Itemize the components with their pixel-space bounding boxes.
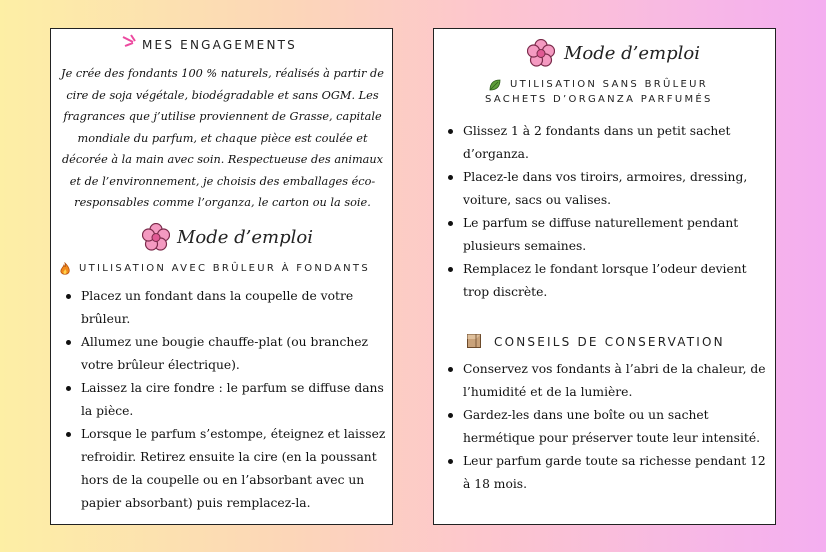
mode-emploi-card (433, 28, 776, 525)
engagements-text: Je crée des fondants 100 % naturels, réalisés à partir de cire de soja végétale, biodégradable et sans OGM. Les fragrances que j’utilise proviennent de Grasse, capitale mondiale du parfum, et chaque pièce est coulée et décorée à la main avec soin. Respectueuse des animaux et de l’environnement, je choisis des emballages éco-responsables comme l’organza, le carton ou la soie. (61, 67, 384, 209)
no-burner-steps-list (445, 120, 773, 304)
list-item: Placez un fondant dans la coupelle de votre brûleur. (63, 285, 388, 331)
mode-emploi-heading: Mode d’emploi (177, 227, 314, 248)
engagements-card (50, 28, 393, 525)
no-burner-subtitle-1: UTILISATION SANS BRÛLEUR (510, 79, 708, 90)
cherry-blossom-icon (142, 223, 170, 255)
list-item: Lorsque le parfum s’estompe, éteignez et laissez refroidir. Retirez ensuite la cire (en la poussant hors de la coupelle ou en l’absorbant avec un papier absorbant) puis remplacez-la. (63, 423, 388, 515)
no-burner-subtitle-2: SACHETS D’ORGANZA PARFUMÉS (485, 94, 713, 105)
conservation-title: CONSEILS DE CONSERVATION (494, 335, 725, 349)
list-item: Glissez 1 à 2 fondants dans un petit sachet d’organza. (445, 120, 773, 166)
burner-usage-subtitle: UTILISATION AVEC BRÛLEUR À FONDANTS (79, 263, 370, 274)
list-item: Le parfum se diffuse naturellement pendant plusieurs semaines. (445, 212, 773, 258)
burner-steps-list (63, 285, 388, 515)
mode-emploi-heading: Mode d’emploi (564, 43, 701, 64)
box-icon (466, 333, 482, 353)
flame-icon (59, 261, 71, 280)
list-item: Placez-le dans vos tiroirs, armoires, dressing, voiture, sacs ou valises. (445, 166, 773, 212)
sparkle-icon (121, 33, 141, 55)
list-item: Conservez vos fondants à l’abri de la chaleur, de l’humidité et de la lumière. (445, 358, 773, 404)
list-item: Allumez une bougie chauffe-plat (ou branchez votre brûleur électrique). (63, 331, 388, 377)
conservation-list (445, 358, 773, 496)
cherry-blossom-icon (527, 39, 555, 71)
list-item: Remplacez le fondant lorsque l’odeur devient trop discrète. (445, 258, 773, 304)
engagements-title: MES ENGAGEMENTS (142, 38, 297, 52)
list-item: Laissez la cire fondre : le parfum se diffuse dans la pièce. (63, 377, 388, 423)
list-item: Gardez-les dans une boîte ou un sachet hermétique pour préserver toute leur intensité. (445, 404, 773, 450)
list-item: Leur parfum garde toute sa richesse pendant 12 à 18 mois. (445, 450, 773, 496)
